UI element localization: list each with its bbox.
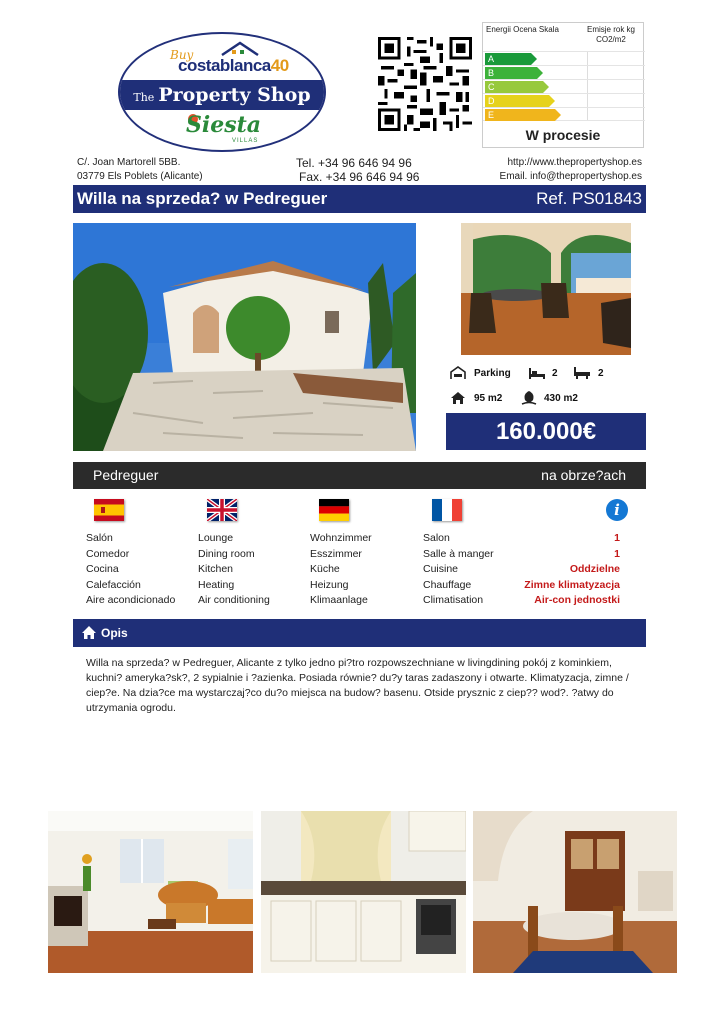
amenity-en: Dining room — [198, 547, 255, 560]
energy-bar-c: C — [485, 81, 543, 93]
amenity-row — [86, 548, 620, 564]
address-line-1: C/. Joan Martorell 5BB. — [77, 157, 181, 168]
amenity-value: Air-con jednostki — [534, 594, 620, 606]
logo-brand: costablanca40 — [178, 56, 289, 75]
house-area-icon — [450, 391, 466, 405]
energy-rating — [482, 22, 644, 148]
bathroom-icon — [573, 366, 591, 380]
german-flag-icon[interactable] — [319, 499, 349, 521]
amenity-value: Zimne klimatyzacja — [524, 578, 620, 591]
company-logo — [118, 32, 326, 152]
address-line-2: 03779 Els Poblets (Alicante) — [77, 171, 203, 182]
amenity-row — [86, 579, 620, 595]
plot-area: 430 m2 — [544, 393, 578, 404]
amenity-en: Heating — [198, 578, 235, 591]
location-bar — [73, 462, 646, 489]
kitchen-photo[interactable] — [261, 811, 466, 973]
amenity-de: Wohnzimmer — [310, 532, 372, 544]
description-bar — [73, 619, 646, 647]
fax-number: Fax. +34 96 646 94 96 — [299, 170, 420, 184]
energy-status: W procesie — [525, 127, 601, 143]
info-icon[interactable]: i — [606, 499, 628, 521]
living-room-photo[interactable] — [48, 811, 253, 973]
amenity-de: Esszimmer — [310, 547, 362, 560]
bedroom-icon — [528, 366, 546, 380]
energy-row-c — [483, 79, 645, 93]
logo-siesta: Siesta — [186, 112, 262, 138]
email-link[interactable]: Email. info@thepropertyshop.es — [499, 171, 642, 182]
energy-bar-a: A — [485, 53, 531, 65]
amenity-fr: Salon — [423, 532, 450, 544]
listing-title: Willa na sprzeda? w Pedreguer — [77, 189, 328, 208]
amenity-row — [86, 532, 620, 548]
amenity-fr: Cuisine — [423, 563, 459, 575]
amenity-value: 1 — [614, 532, 620, 544]
logo-buy-text: Buy — [170, 48, 194, 62]
price-box: 160.000€ — [446, 413, 646, 450]
logo-band: The Property Shop — [120, 80, 324, 110]
amenity-en: Lounge — [198, 532, 234, 544]
description-text: Willa na sprzeda? w Pedreguer, Alicante z tylko jedno pi?tro rozpowszechniane w livingdining pokój z kominkiem, kuchni? ameryka?sk?, 2 sypialnie i ?azienka. Posiada równie? du?y taras zadaszony i otwarte. Klimatyzacja, zimne / ciep?e. Na dzia?ce ma wystarczaj?co du?o miejsca na budow? basenu. Otside prysznic z ciep?? wod?. ?atwy do utrzymania ogrodu. — [86, 657, 629, 714]
amenity-fr: Chauffage — [423, 578, 472, 591]
location-town: Pedreguer — [93, 467, 159, 483]
energy-row-e — [483, 107, 645, 121]
amenity-fr: Climatisation — [423, 594, 484, 606]
amenity-es: Salón — [86, 532, 113, 544]
energy-bar-d: D — [485, 95, 549, 107]
amenity-es: Aire acondicionado — [86, 594, 176, 606]
emissions-label: Emisje rok kg CO2/m2 — [586, 25, 635, 44]
house-logo-icon — [218, 41, 262, 57]
energy-row-d — [483, 93, 645, 107]
spanish-flag-icon[interactable] — [94, 499, 124, 521]
main-photo[interactable] — [73, 223, 416, 451]
amenity-row — [86, 563, 620, 579]
bathrooms-count: 2 — [598, 368, 604, 379]
logo-villas: VILLAS — [232, 138, 259, 144]
bedrooms-count: 2 — [552, 368, 558, 379]
amenity-es: Comedor — [86, 547, 130, 560]
amenity-es: Calefacción — [86, 578, 141, 591]
home-icon — [81, 625, 97, 640]
qr-code[interactable] — [378, 37, 472, 131]
amenity-value: Oddzielne — [569, 563, 620, 575]
amenity-row — [86, 594, 620, 610]
website-link[interactable]: http://www.thepropertyshop.es — [507, 157, 642, 168]
energy-row-b — [483, 65, 645, 79]
amenity-de: Klimaanlage — [310, 594, 368, 606]
parking-icon — [450, 366, 466, 380]
listing-title-bar — [73, 185, 646, 213]
amenity-es: Cocina — [86, 563, 119, 575]
energy-scale-label: Energii Ocena Skala — [486, 25, 559, 34]
terrace-photo[interactable] — [461, 223, 631, 355]
plot-area-icon — [520, 390, 538, 406]
built-area: 95 m2 — [474, 393, 503, 404]
amenities-table — [86, 532, 620, 610]
energy-bar-e: E — [485, 109, 555, 121]
dining-room-photo[interactable] — [473, 811, 677, 973]
french-flag-icon[interactable] — [432, 499, 462, 521]
energy-bar-b: B — [485, 67, 537, 79]
uk-flag-icon[interactable] — [207, 499, 237, 521]
amenity-en: Air conditioning — [198, 594, 270, 606]
amenity-de: Heizung — [310, 578, 349, 591]
description-heading: Opis — [101, 626, 128, 640]
amenity-fr: Salle à manger — [423, 547, 494, 560]
phone-number[interactable]: Tel. +34 96 646 94 96 — [296, 156, 412, 170]
contact-info — [77, 157, 644, 185]
location-area: na obrze?ach — [541, 467, 626, 483]
amenity-value: 1 — [614, 547, 620, 560]
listing-reference: Ref. PS01843 — [536, 189, 642, 208]
parking-label: Parking — [474, 368, 511, 379]
energy-row-a — [483, 51, 645, 65]
amenity-en: Kitchen — [198, 563, 234, 575]
amenity-de: Küche — [310, 563, 340, 575]
